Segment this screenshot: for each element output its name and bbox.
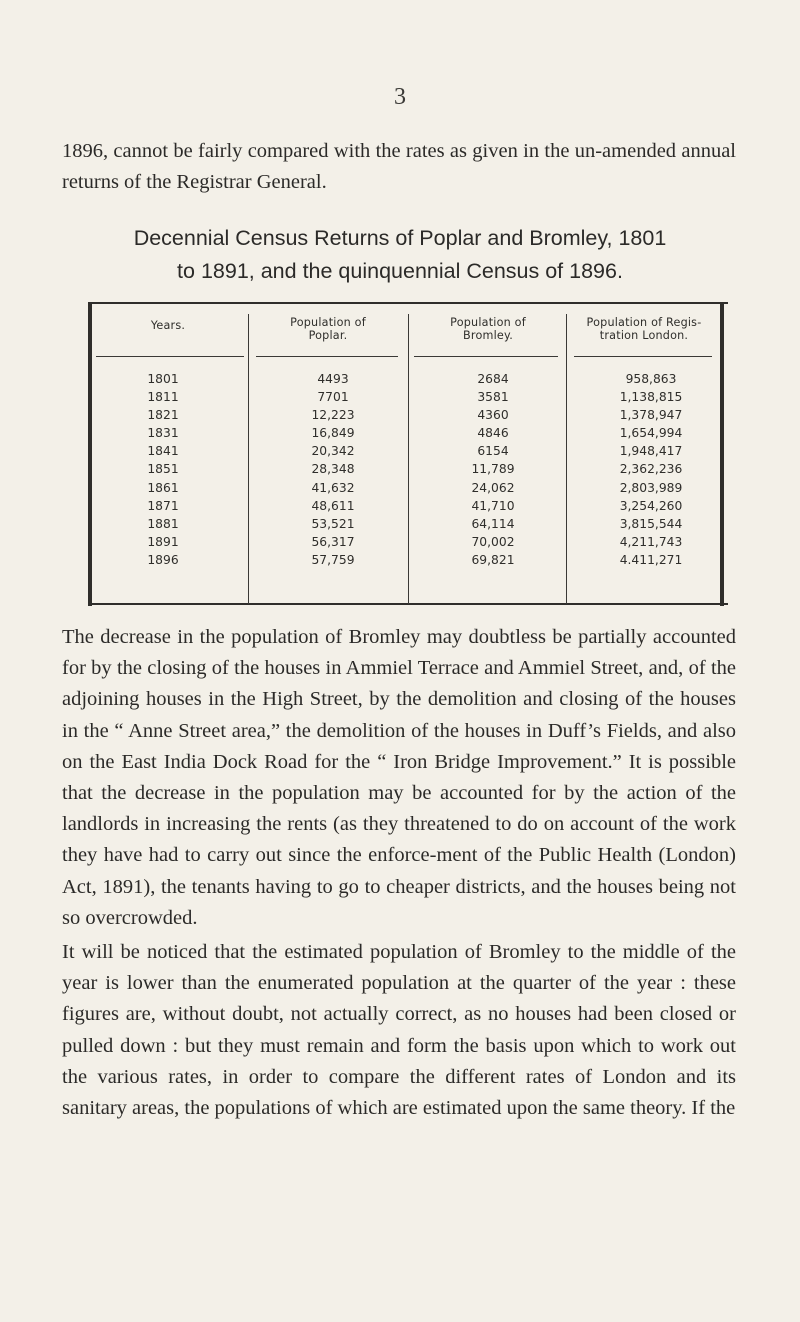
table-row	[88, 426, 728, 444]
table-row	[88, 481, 728, 499]
header-rule	[96, 356, 244, 357]
cell-london: 3,815,544	[619, 516, 683, 531]
header-rule	[414, 356, 558, 357]
cell-bromley: 3581	[477, 390, 509, 405]
cell-year: 1861	[147, 480, 179, 495]
table-body	[88, 372, 728, 571]
cell-poplar: 41,632	[311, 480, 355, 495]
table-row	[88, 444, 728, 462]
cell-london: 1,378,947	[619, 408, 683, 423]
cell-year: 1896	[147, 552, 179, 567]
body-paragraph-decrease: The decrease in the population of Bromley may doubtless be partially accounted for by the closing of the houses in Ammiel Terrace and Ammiel Street, and, of the adjoining houses in the High Street, by the demolition and closing of the houses in the “ Anne Street area,” the demolition of the houses in Duff’s Fields, and also on the East India Dock Road for the “ Iron Bridge Improvement.” It is possible that the decrease in the population may be accounted for by the action of the landlords in increasing the rents (as they threatened to do on account of the work they have had to carry out since the enforce-ment of the Public Health (London) Act, 1891), the tenants having to go to cheaper districts, and the houses being not so overcrowded.	[62, 626, 736, 929]
cell-london: 4.411,271	[619, 552, 683, 567]
cell-year: 1801	[147, 372, 179, 386]
cell-year: 1891	[147, 534, 179, 549]
cell-year: 1871	[147, 498, 179, 513]
body-paragraph-estimates: It will be noticed that the estimated population of Bromley to the middle of the year is lower than the enumerated population at the quarter of the year : these figures are, without doubt, not actually correct, as no houses had been closed or pulled down : but they must remain and form the basis upon which to work out the various rates, in order to compare the different rates of London and its sanitary areas, the populations of which are estimated upon the same theory. If the	[62, 941, 736, 1120]
cell-poplar: 4493	[317, 372, 349, 386]
cell-bromley: 2684	[477, 372, 509, 386]
cell-poplar: 48,611	[311, 498, 355, 513]
cell-london: 3,254,260	[619, 498, 683, 513]
cell-london: 1,654,994	[619, 426, 683, 441]
table-row	[88, 390, 728, 408]
page-number: 3	[394, 84, 406, 110]
intro-paragraph: 1896, cannot be fairly compared with the rates as given in the un-amended annual returns of the Registrar General.	[62, 140, 736, 194]
table-row	[88, 462, 728, 480]
table-row	[88, 372, 728, 390]
header-bromley: Population of Bromley.	[450, 316, 526, 342]
cell-bromley: 24,062	[471, 480, 515, 495]
cell-poplar: 57,759	[311, 552, 355, 567]
cell-poplar: 53,521	[311, 516, 355, 531]
cell-poplar: 16,849	[311, 426, 355, 441]
cell-year: 1831	[147, 426, 179, 441]
table-row	[88, 553, 728, 571]
table-row	[88, 517, 728, 535]
table-title-line-2: to 1891, and the quinquennial Census of 1896.	[177, 259, 623, 283]
cell-london: 958,863	[625, 372, 677, 386]
table-top-rule	[88, 302, 728, 304]
cell-bromley: 70,002	[471, 534, 515, 549]
cell-london: 1,138,815	[619, 390, 683, 405]
cell-poplar: 7701	[317, 390, 349, 405]
cell-london: 1,948,417	[619, 444, 683, 459]
cell-bromley: 64,114	[471, 516, 515, 531]
table-title	[40, 222, 760, 288]
cell-bromley: 69,821	[471, 552, 515, 567]
header-rule	[256, 356, 398, 357]
cell-london: 4,211,743	[619, 534, 683, 549]
table-row	[88, 535, 728, 553]
header-poplar: Population of Poplar.	[290, 316, 366, 342]
cell-bromley: 41,710	[471, 498, 515, 513]
cell-poplar: 28,348	[311, 462, 355, 477]
census-table	[88, 302, 728, 608]
table-row	[88, 499, 728, 517]
table-title-line-1: Decennial Census Returns of Poplar and Bromley, 1801	[133, 226, 667, 250]
cell-poplar: 56,317	[311, 534, 355, 549]
cell-bromley: 11,789	[471, 462, 515, 477]
table-row	[88, 408, 728, 426]
cell-poplar: 20,342	[311, 444, 355, 459]
header-london: Population of Regis-tration London.	[586, 316, 702, 342]
cell-bromley: 4360	[477, 408, 509, 423]
cell-year: 1821	[147, 408, 179, 423]
cell-year: 1851	[147, 462, 179, 477]
cell-london: 2,803,989	[619, 480, 683, 495]
cell-bromley: 4846	[477, 426, 509, 441]
cell-bromley: 6154	[477, 444, 509, 459]
cell-london: 2,362,236	[619, 462, 683, 477]
cell-year: 1811	[147, 390, 179, 405]
cell-year: 1841	[147, 444, 179, 459]
cell-year: 1881	[147, 516, 179, 531]
cell-poplar: 12,223	[311, 408, 355, 423]
header-years: Years.	[150, 319, 186, 332]
header-rule	[574, 356, 712, 357]
